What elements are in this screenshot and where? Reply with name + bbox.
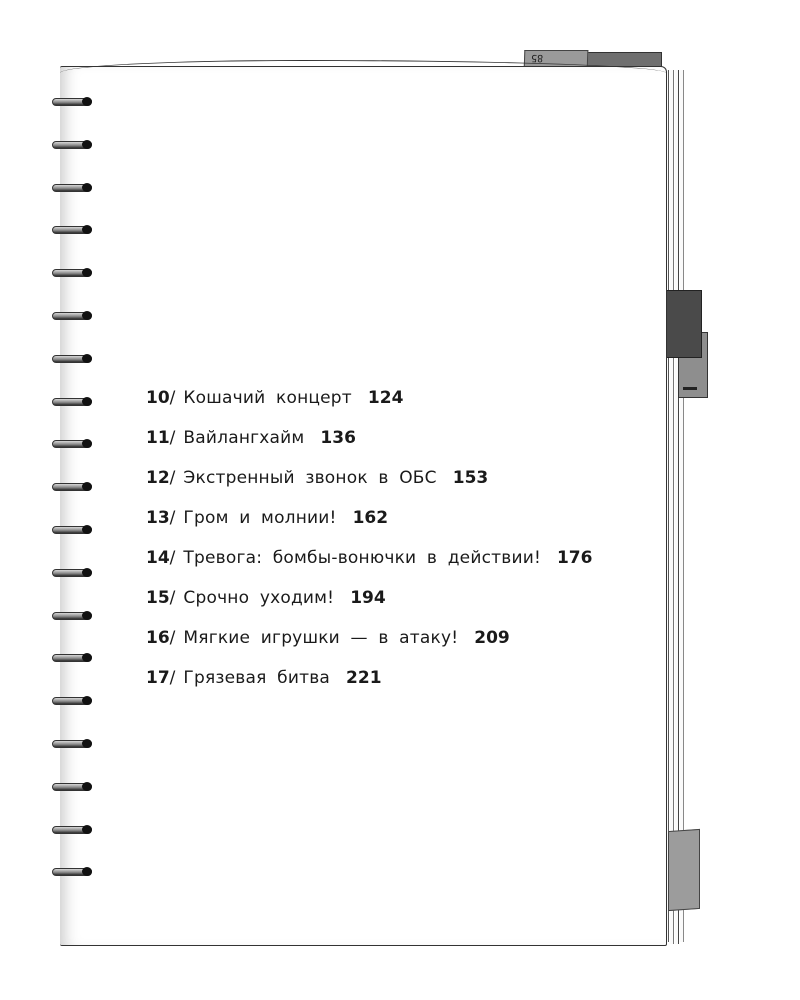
toc-chapter-number: 15 (146, 588, 170, 608)
toc-chapter-title: Экстренный звонок в ОБС (183, 468, 437, 488)
spiral-hole (82, 782, 92, 791)
toc-separator: / (169, 588, 176, 608)
spiral-ring (52, 738, 96, 748)
toc-chapter-number: 14 (146, 548, 170, 568)
toc-chapter-number: 13 (146, 508, 170, 528)
spiral-hole (82, 739, 92, 748)
spiral-hole (82, 825, 92, 834)
spiral-hole (82, 140, 92, 149)
spiral-ring (52, 524, 96, 534)
spiral-hole (82, 568, 92, 577)
spiral-ring (52, 396, 96, 406)
toc-entry (146, 498, 646, 538)
spiral-ring (52, 182, 96, 192)
spiral-hole (82, 97, 92, 106)
page-edge (670, 70, 674, 944)
page-edge (680, 70, 684, 942)
toc-chapter-title: Срочно уходим! (183, 588, 335, 608)
toc-separator: / (169, 388, 176, 408)
toc-page-number: 209 (474, 628, 510, 648)
toc-chapter-title: Мягкие игрушки — в атаку! (183, 628, 459, 648)
toc-separator: / (169, 548, 176, 568)
spiral-hole (82, 397, 92, 406)
spiral-ring (52, 695, 96, 705)
spiral-ring (52, 567, 96, 577)
spiral-ring (52, 866, 96, 876)
toc-chapter-title: Вайлангхайм (183, 428, 305, 448)
toc-separator: / (169, 468, 176, 488)
spiral-hole (82, 183, 92, 192)
side-bookmark-tab-bottom (668, 829, 700, 911)
toc-separator: / (169, 668, 176, 688)
top-bookmark-label: 85 (530, 52, 544, 63)
toc-chapter-title: Гром и молнии! (183, 508, 337, 528)
spiral-hole (82, 354, 92, 363)
table-of-contents (146, 378, 646, 698)
side-bookmark-tab-dark (662, 290, 702, 358)
toc-chapter-number: 16 (146, 628, 170, 648)
toc-entry (146, 458, 646, 498)
toc-page-number: 124 (367, 388, 404, 408)
toc-page-number: 136 (320, 428, 356, 448)
spiral-ring (52, 652, 96, 662)
spiral-hole (82, 525, 92, 534)
toc-chapter-number: 11 (146, 428, 170, 448)
toc-chapter-title: Тревога: бомбы-вонючки в действии! (183, 548, 541, 568)
spiral-hole (82, 311, 92, 320)
toc-entry (146, 618, 646, 658)
toc-page-number: 221 (346, 668, 382, 688)
spiral-ring (52, 610, 96, 620)
spiral-ring (52, 353, 96, 363)
toc-chapter-title: Грязевая битва (183, 668, 331, 688)
spiral-ring (52, 481, 96, 491)
spiral-ring (52, 310, 96, 320)
toc-page-number: 176 (556, 548, 593, 568)
spiral-ring (52, 96, 96, 106)
toc-page-number: 194 (350, 588, 386, 608)
toc-chapter-number: 10 (146, 388, 170, 408)
spiral-ring (52, 267, 96, 277)
toc-page-number: 153 (452, 468, 489, 488)
toc-page-number: 162 (352, 508, 389, 528)
tab-notch (683, 387, 697, 390)
toc-entry (146, 538, 646, 578)
spiral-hole (82, 611, 92, 620)
toc-separator: / (169, 628, 176, 648)
page-edge (675, 70, 679, 944)
toc-chapter-number: 12 (146, 468, 170, 488)
toc-entry (146, 418, 646, 458)
toc-chapter-title: Кошачий концерт (183, 388, 352, 408)
spiral-ring (52, 139, 96, 149)
spiral-ring (52, 824, 96, 834)
spiral-ring (52, 781, 96, 791)
spiral-ring (52, 224, 96, 234)
toc-separator: / (169, 508, 176, 528)
toc-chapter-number: 17 (146, 668, 170, 688)
toc-entry (146, 578, 646, 618)
toc-entry (146, 378, 646, 418)
spiral-ring (52, 438, 96, 448)
toc-entry (146, 658, 646, 698)
toc-separator: / (169, 428, 176, 448)
